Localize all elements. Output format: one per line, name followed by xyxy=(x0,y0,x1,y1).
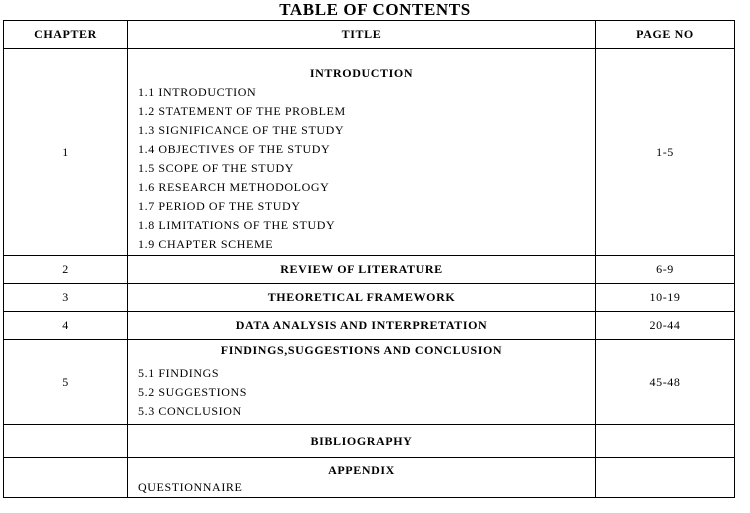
page-range: 6-9 xyxy=(596,256,735,284)
chapter-number: 3 xyxy=(4,284,128,312)
table-row xyxy=(4,458,735,498)
section-item: 1.1 INTRODUCTION xyxy=(138,85,257,99)
section-item: QUESTIONNAIRE xyxy=(138,480,243,494)
page-range: 20-44 xyxy=(596,312,735,340)
section-item: 1.7 PERIOD OF THE STUDY xyxy=(138,199,301,213)
chapter-heading: APPENDIX xyxy=(328,463,395,477)
section-item: 1.3 SIGNIFICANCE OF THE STUDY xyxy=(138,123,345,137)
chapter-number: 2 xyxy=(4,256,128,284)
title-column-header: TITLE xyxy=(128,21,596,49)
section-item: 1.9 CHAPTER SCHEME xyxy=(138,237,274,251)
section-item: 5.1 FINDINGS xyxy=(138,366,220,380)
table-row xyxy=(4,425,735,458)
page-range: 10-19 xyxy=(596,284,735,312)
chapter-number: 4 xyxy=(4,312,128,340)
page-range: 1-5 xyxy=(596,49,735,256)
chapter-title-cell xyxy=(128,458,596,498)
chapter-heading: REVIEW OF LITERATURE xyxy=(128,256,596,284)
table-row xyxy=(4,256,735,284)
page-range: 45-48 xyxy=(596,340,735,425)
chapter-heading: BIBLIOGRAPHY xyxy=(128,425,596,458)
section-item: 1.8 LIMITATIONS OF THE STUDY xyxy=(138,218,336,232)
table-row xyxy=(4,312,735,340)
section-item: 1.5 SCOPE OF THE STUDY xyxy=(138,161,294,175)
chapter-number: 5 xyxy=(4,340,128,425)
section-item: 1.4 OBJECTIVES OF THE STUDY xyxy=(138,142,331,156)
chapter-title-cell xyxy=(128,49,596,256)
contents-table xyxy=(3,20,735,498)
chapter-heading: DATA ANALYSIS AND INTERPRETATION xyxy=(128,312,596,340)
chapter-heading: THEORETICAL FRAMEWORK xyxy=(128,284,596,312)
page-range xyxy=(596,458,735,498)
section-item: 1.6 RESEARCH METHODOLOGY xyxy=(138,180,330,194)
chapter-heading: FINDINGS,SUGGESTIONS AND CONCLUSION xyxy=(220,343,503,357)
chapter-number xyxy=(4,425,128,458)
section-item: 5.2 SUGGESTIONS xyxy=(138,385,248,399)
table-row xyxy=(4,340,735,425)
table-row xyxy=(4,49,735,256)
section-item: 1.2 STATEMENT OF THE PROBLEM xyxy=(138,104,346,118)
section-item: 5.3 CONCLUSION xyxy=(138,404,242,418)
chapter-number xyxy=(4,458,128,498)
document-title: TABLE OF CONTENTS xyxy=(279,0,471,19)
table-header-row xyxy=(4,21,735,49)
chapter-heading: INTRODUCTION xyxy=(309,66,414,80)
chapter-title-cell xyxy=(128,340,596,425)
page-column-header: PAGE NO xyxy=(596,21,735,49)
chapter-column-header: CHAPTER xyxy=(4,21,128,49)
page-range xyxy=(596,425,735,458)
chapter-number: 1 xyxy=(4,49,128,256)
table-row xyxy=(4,284,735,312)
